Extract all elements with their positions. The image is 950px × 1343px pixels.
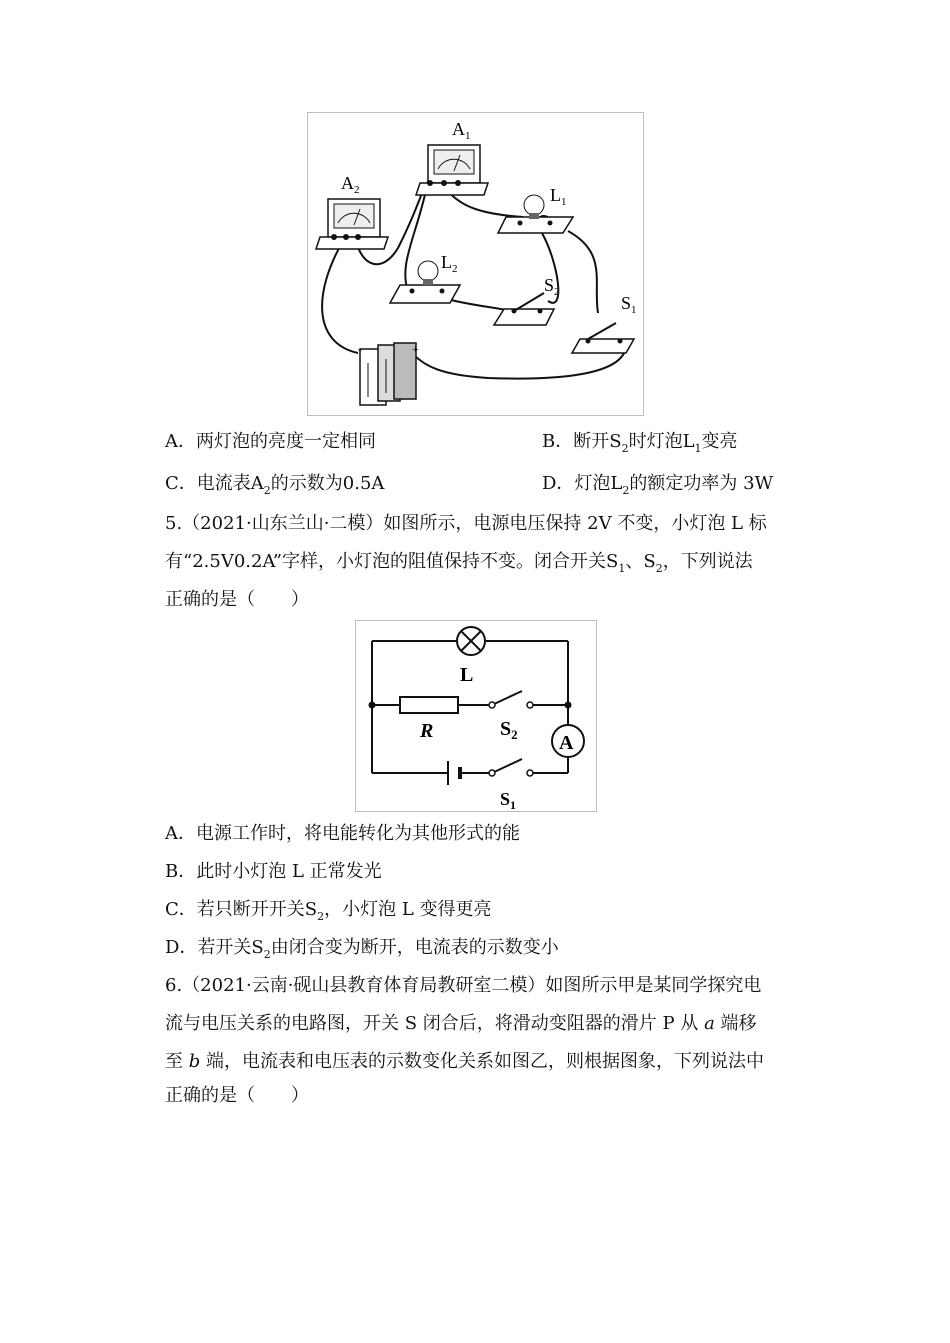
label-a2: $A_2$ — [341, 173, 360, 196]
q6-stem-line2: 流与电压关系的电路图，开关 S 闭合后，将滑动变阻器的滑片 P 从 a 端移 — [165, 1013, 757, 1034]
q5-option-d: D．若开关$S_2$由闭合变为断开，电流表的示数变小 — [165, 937, 559, 961]
q5-option-c: C．若只断开开关$S_2$，小灯泡 L 变得更亮 — [165, 899, 492, 923]
label-l2: $L_2$ — [441, 252, 458, 275]
ammeter-symbol — [552, 725, 584, 757]
q4-option-a: A．两灯泡的亮度一定相同 — [165, 431, 376, 452]
q6-stem-line1: 6.（2021·云南·砚山县教育体育局教研室二模）如图所示甲是某同学探究电 — [165, 975, 762, 996]
q5-option-b: B．此时小灯泡 L 正常发光 — [165, 861, 382, 882]
wire-l1-s1 — [568, 231, 598, 313]
ammeter-a1 — [416, 145, 488, 195]
switch-s1 — [572, 323, 634, 353]
label-minus: - — [358, 342, 362, 356]
circuit-schematic-figure — [355, 620, 597, 812]
circuit-photo-figure — [307, 112, 644, 416]
label-s2: $S_2$ — [544, 275, 560, 298]
q5-stem-line1: 5.（2021·山东兰山·二模）如图所示，电源电压保持 2V 不变，小灯泡 L 标 — [165, 513, 767, 534]
ammeter-a2 — [316, 199, 388, 249]
wire-a2-battery — [322, 241, 358, 353]
q4-option-b: B．断开$S_2$时灯泡$L_1$变亮 — [542, 431, 738, 455]
label-a1: $A_1$ — [452, 119, 471, 142]
label-S-bottom: $S_1$ — [500, 789, 517, 811]
circuit-schematic-svg — [356, 621, 596, 811]
battery-symbol — [448, 761, 460, 785]
q5-option-a: A．电源工作时，将电能转化为其他形式的能 — [165, 823, 520, 844]
ammeter-label: A — [559, 732, 574, 754]
label-L: L — [460, 664, 474, 686]
wire-l2-s2 — [443, 298, 511, 311]
q6-stem-line3: 至 b 端，电流表和电压表的示数变化关系如图乙，则根据图象，下列说法中 — [165, 1051, 764, 1072]
q5-stem-line2: 有“2.5V0.2A”字样，小灯泡的阻值保持不变。闭合开关$S_1$、$S_2$，下列说法 — [165, 551, 753, 575]
circuit-photo-svg — [308, 113, 643, 415]
q5-stem-line3: 正确的是（ ） — [165, 589, 309, 610]
q4-option-c: C．电流表$A_2$的示数为0.5A — [165, 473, 385, 497]
label-R: R — [420, 720, 434, 742]
battery-pack — [360, 343, 416, 405]
label-s1: $S_1$ — [621, 293, 637, 316]
label-l1: $L_1$ — [550, 185, 567, 208]
q4-option-d: D．灯泡$L_2$的额定功率为 3W — [542, 473, 774, 497]
label-S2: $S_2$ — [500, 718, 518, 742]
q6-stem-line4: 正确的是（ ） — [165, 1085, 309, 1106]
lamp-symbol — [457, 627, 485, 655]
label-plus: + — [412, 342, 419, 356]
